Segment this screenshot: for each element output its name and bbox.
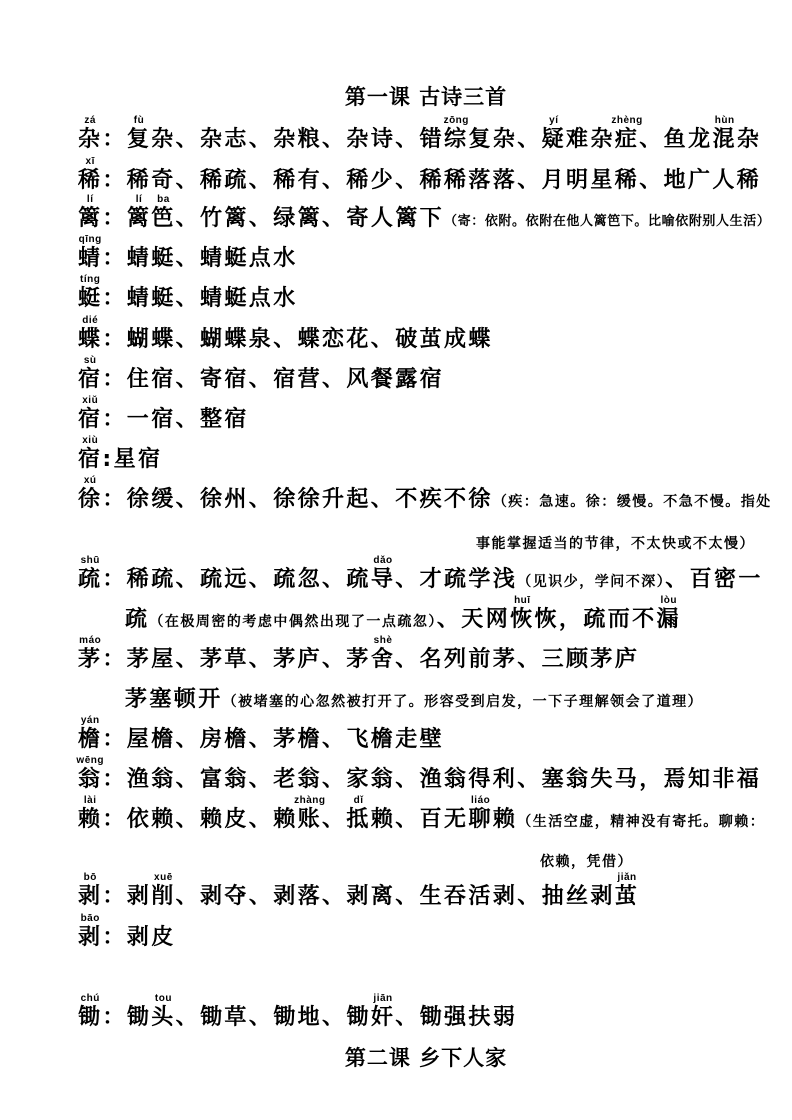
hanzi: 混 (712, 127, 737, 152)
hanzi: 复 (126, 127, 152, 152)
vocab-text: ：蜻蜓、蜻蜓点水 (102, 286, 298, 311)
annotated-hanzi (370, 635, 396, 673)
hanzi: 导 (370, 567, 396, 592)
pinyin: qīng (78, 234, 102, 245)
annotated-hanzi (78, 475, 103, 513)
lesson-title: 第一课 古诗三首 (344, 85, 508, 109)
pinyin: tíng (80, 274, 101, 285)
vocab-text: 茅塞顿开 (125, 687, 223, 712)
hanzi: 稀 (78, 168, 103, 193)
pinyin: zhèng (611, 115, 643, 126)
vocab-text: ：屋檐、房檐、茅檐、飞檐走壁 (102, 727, 445, 752)
annotated-hanzi (78, 156, 103, 194)
vocab-text: 、 (322, 807, 347, 832)
hanzi: 锄 (78, 1005, 103, 1030)
pinyin: yí (549, 115, 559, 126)
pinyin: lài (83, 795, 97, 806)
annotated-hanzi (346, 795, 371, 833)
annotated-hanzi (78, 795, 103, 833)
vocab-line (78, 872, 640, 910)
pinyin: xiǔ (82, 395, 99, 406)
vocab-text: 赖 (492, 807, 518, 832)
hanzi: 舍 (370, 647, 396, 672)
annotated-hanzi (510, 595, 535, 633)
pinyin: xī (85, 156, 95, 167)
explanatory-note: （生活空虚，精神没有寄托。聊赖： (517, 814, 766, 830)
hanzi: 篱 (78, 206, 103, 231)
vocab-text: 、竹篱、绿篱、寄人篱下 (175, 206, 445, 231)
pinyin: liáo (471, 795, 491, 806)
vocab-text: 、百密一 (665, 567, 763, 592)
annotated-hanzi (294, 795, 326, 833)
vocab-line (540, 847, 633, 875)
annotated-hanzi (712, 115, 737, 153)
annotated-hanzi (126, 194, 152, 232)
vocab-text: :星宿 (102, 447, 163, 472)
vocab-line (78, 234, 298, 272)
pinyin: sù (83, 355, 97, 366)
vocab-line (125, 595, 681, 635)
annotated-hanzi (611, 115, 643, 153)
annotated-hanzi (151, 872, 176, 910)
vocab-text: ：稀奇、稀疏、稀有、稀少、稀稀落落、月明星稀、地广人稀 (102, 168, 762, 193)
hanzi: 翁 (78, 767, 103, 792)
vocab-text: ： (102, 206, 127, 231)
pinyin: xú (83, 475, 97, 486)
pinyin: zhàng (294, 795, 326, 806)
annotated-hanzi (78, 234, 103, 272)
vocab-line (78, 115, 762, 153)
pinyin: jiān (373, 993, 393, 1004)
annotated-hanzi (78, 913, 103, 951)
pinyin: lòu (660, 595, 677, 606)
annotated-hanzi (151, 993, 176, 1031)
hanzi: 篱 (126, 206, 152, 231)
pinyin: lí (135, 194, 143, 205)
annotated-hanzi (78, 555, 103, 593)
hanzi: 聊 (468, 807, 493, 832)
hanzi: 奸 (370, 1005, 396, 1030)
hanzi: 赖 (78, 807, 103, 832)
hanzi: 漏 (656, 607, 681, 632)
hanzi: 账 (297, 807, 323, 832)
vocab-text: ：茅屋、茅草、茅庐、茅 (102, 647, 371, 672)
pinyin: huī (514, 595, 531, 606)
annotated-hanzi (541, 115, 567, 153)
vocab-text: 、剥夺、剥落、剥离、生吞活剥、抽丝剥 (175, 884, 615, 909)
vocab-text: ：剥皮 (102, 925, 176, 950)
vocab-text: ：稀疏、疏远、疏忽、疏 (102, 567, 371, 592)
annotated-hanzi (656, 595, 681, 633)
vocab-line (78, 194, 771, 235)
vocab-text: 、天网 (436, 607, 511, 632)
vocab-line (78, 274, 298, 312)
annotated-hanzi (78, 315, 103, 353)
hanzi: 症 (614, 127, 640, 152)
vocab-line (78, 355, 445, 393)
annotated-hanzi (78, 872, 103, 910)
annotated-hanzi (78, 993, 103, 1031)
explanatory-note: （疾：急速。徐：缓慢。不急不慢。指处 (492, 494, 772, 510)
annotated-hanzi (468, 795, 493, 833)
explanatory-note: （见识少，学问不深） (517, 574, 666, 590)
annotated-hanzi (78, 435, 103, 473)
vocab-text: 复杂、 (468, 127, 542, 152)
pinyin: bāo (80, 913, 100, 924)
pinyin: dié (82, 315, 99, 326)
annotated-hanzi (614, 872, 640, 910)
pinyin: zōng (443, 115, 469, 126)
hanzi: 头 (151, 1005, 176, 1030)
annotated-hanzi (151, 194, 176, 232)
annotated-hanzi (76, 755, 104, 793)
pinyin: tou (154, 993, 172, 1004)
hanzi: 疏 (78, 567, 103, 592)
annotated-hanzi (443, 115, 469, 153)
vocab-line (78, 635, 640, 673)
annotated-hanzi (78, 274, 103, 312)
annotated-hanzi (78, 715, 103, 753)
explanatory-note: （被堵塞的心忽然被打开了。形容受到启发，一下子理解领会了道理） (222, 694, 704, 710)
explanatory-note: （寄：依附。依附在他人篱笆下。比喻依附别人生活） (444, 214, 771, 229)
hanzi: 蜓 (78, 286, 103, 311)
annotated-hanzi (78, 194, 103, 232)
pinyin: xuē (154, 872, 173, 883)
vocab-text: ：住宿、寄宿、宿营、风餐露宿 (102, 367, 445, 392)
pinyin: bō (83, 872, 97, 883)
vocab-text: 、锄强扶弱 (395, 1005, 518, 1030)
pinyin: xiù (82, 435, 99, 446)
vocab-text: 疏 (125, 607, 150, 632)
explanatory-note: 事能掌握适当的节律，不太快或不太慢） (476, 536, 755, 552)
annotated-hanzi (78, 635, 103, 673)
vocab-line (78, 555, 763, 595)
pinyin: wēng (76, 755, 104, 766)
pinyin: shū (80, 555, 100, 566)
pinyin: shè (373, 635, 393, 646)
hanzi: 蜻 (78, 246, 103, 271)
hanzi: 疑 (541, 127, 567, 152)
next-lesson-title: 第二课 乡下人家 (344, 1046, 508, 1070)
vocab-text: 恢，疏而不 (534, 607, 657, 632)
vocab-line (78, 156, 762, 194)
vocab-text: ：一宿、整宿 (102, 407, 249, 432)
vocab-text: ：徐缓、徐州、徐徐升起、不疾不徐 (102, 487, 493, 512)
vocab-text: 杂、杂志、杂粮、杂诗、错 (151, 127, 445, 152)
annotated-hanzi (78, 115, 103, 153)
hanzi: 剥 (78, 925, 103, 950)
vocab-line (476, 529, 755, 557)
hanzi: 蝶 (78, 327, 103, 352)
pinyin: hùn (714, 115, 735, 126)
pinyin: dǐ (353, 795, 364, 806)
vocab-line (78, 315, 493, 353)
hanzi: 恢 (510, 607, 535, 632)
pinyin: ba (157, 194, 170, 205)
hanzi: 茅 (78, 647, 103, 672)
vocab-text: 、鱼龙 (639, 127, 713, 152)
vocab-line (125, 687, 703, 715)
hanzi: 削 (151, 884, 176, 909)
hanzi: 笆 (151, 206, 176, 231)
hanzi: 宿 (78, 367, 103, 392)
vocab-line (78, 795, 766, 835)
hanzi: 杂 (78, 127, 103, 152)
hanzi: 徐 (78, 487, 103, 512)
hanzi: 檐 (78, 727, 103, 752)
hanzi: 宿 (78, 447, 103, 472)
hanzi: 剥 (78, 884, 103, 909)
vocab-text: 杂 (736, 127, 762, 152)
vocab-line (78, 475, 772, 515)
vocab-text: 赖、百无 (370, 807, 469, 832)
hanzi: 茧 (614, 884, 640, 909)
pinyin: fù (133, 115, 145, 126)
explanatory-note: （在极周密的考虑中偶然出现了一点疏忽） (149, 614, 437, 630)
hanzi: 宿 (78, 407, 103, 432)
vocab-text: ：蜻蜓、蜻蜓点水 (102, 246, 298, 271)
vocab-text: 、锄草、锄地、锄 (175, 1005, 371, 1030)
pinyin: jiǎn (617, 872, 637, 883)
annotated-hanzi (126, 115, 152, 153)
pinyin: yán (80, 715, 100, 726)
vocab-line (76, 755, 762, 793)
vocab-line (78, 913, 176, 951)
pinyin: dǎo (373, 555, 393, 566)
annotated-hanzi (78, 395, 103, 433)
vocab-text: 难杂 (566, 127, 615, 152)
annotated-hanzi (370, 555, 396, 593)
pinyin: zá (84, 115, 96, 126)
vocab-line (78, 715, 445, 753)
vocab-line (78, 435, 163, 473)
explanatory-note: 依赖，凭借） (540, 854, 633, 870)
vocab-text: ：依赖、赖皮、赖 (102, 807, 298, 832)
hanzi: 综 (444, 127, 469, 152)
vocab-text: 、才疏学浅 (395, 567, 518, 592)
vocab-text: ：蝴蝶、蝴蝶泉、蝶恋花、破茧成蝶 (102, 327, 493, 352)
vocab-text: ： (102, 127, 127, 152)
pinyin: chú (80, 993, 100, 1004)
vocab-text: 、名列前茅、三顾茅庐 (395, 647, 640, 672)
hanzi: 抵 (346, 807, 371, 832)
pinyin: lí (86, 194, 94, 205)
vocab-line (78, 395, 249, 433)
vocab-text: ：渔翁、富翁、老翁、家翁、渔翁得利、塞翁失马，焉知非福 (102, 767, 762, 792)
vocab-text: ：锄 (102, 1005, 152, 1030)
annotated-hanzi (78, 355, 103, 393)
pinyin: máo (79, 635, 102, 646)
vocab-line (78, 993, 518, 1031)
annotated-hanzi (370, 993, 396, 1031)
vocab-text: ：剥 (102, 884, 152, 909)
